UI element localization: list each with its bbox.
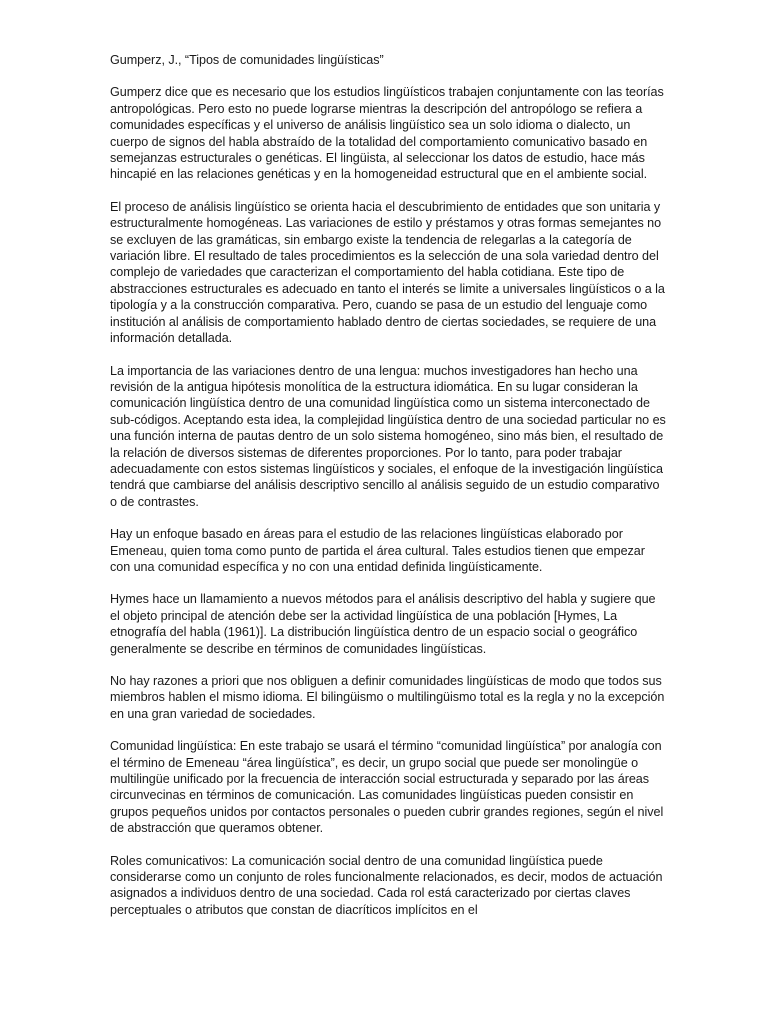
paragraph-speech-community: Comunidad lingüística: En este trabajo se usará el término “comunidad lingüística” por analogía con el término de Emeneau “área lingüística”, es decir, un grupo social que puede ser monolingüe o multilingüe unificado por la frecuencia de interacción social estructurada y separado por las áreas circunvecinas en términos de comunicación. Las comunidades lingüísticas pueden consistir en grupos pequeños unidos por contactos personales o pueden cubrir grandes regiones, según el nivel de abstracción que queramos obtener. bbox=[110, 739, 664, 836]
paragraph-communicative-roles: Roles comunicativos: La comunicación social dentro de una comunidad lingüística puede considerarse como un conjunto de roles funcionalmente relacionados, es decir, modos de actuación asignados a individuos dentro de una sociedad. Cada rol está caracterizado por ciertas claves perceptuales o atributos que constan de diacríticos implícitos en el bbox=[110, 853, 663, 917]
paragraph-variations: La importancia de las variaciones dentro de una lengua: muchos investigadores han hecho una revisión de la antigua hipótesis monolítica de la estructura idiomática. En su lugar consideran la comunicación lingüística dentro de una comunidad lingüística como un sistema interconectado de sub-códigos. Aceptando esta idea, la complejidad lingüística dentro de una sociedad particular no es una función interna de pautas dentro de un solo sistema homogéneo, sino más bien, el resultado de la relación de diversos sistemas de diferentes proporciones. Por lo tanto, para poder trabajar adecuadamente con estos sistemas lingüísticos y sociales, el enfoque de la investigación lingüística tendrá que cambiarse del análisis descriptivo sencillo al análisis seguido de un estudio comparativo o de contrastes. bbox=[110, 363, 666, 509]
paragraph-intro: Gumperz dice que es necesario que los estudios lingüísticos trabajen conjuntamente con las teorías antropológicas. Pero esto no puede lograrse mientras la descripción del antropólogo se refiera a comunidades específicas y el universo de análisis lingüístico sea un solo idioma o dialecto, un cuerpo de signos del habla abstraído de la totalidad del comportamiento comunicativo basado en semejanzas estructurales o genéticas. El lingüista, al seleccionar los datos de estudio, hace más hincapié en las relaciones genéticas y en la homogeneidad estructural que en el ambiente social. bbox=[110, 85, 664, 182]
paragraph-areal-approach: Hay un enfoque basado en áreas para el estudio de las relaciones lingüísticas elaborado por Emeneau, quien toma como punto de partida el área cultural. Tales estudios tienen que empezar con una comunidad específica y no con una entidad definida lingüísticamente. bbox=[110, 527, 645, 574]
paragraph-multilingualism: No hay razones a priori que nos obliguen a definir comunidades lingüísticas de modo que todos sus miembros hablen el mismo idioma. El bilingüismo o multilingüismo total es la regla y no la excepción en una gran variedad de sociedades. bbox=[110, 674, 665, 721]
paragraph-analysis-process: El proceso de análisis lingüístico se orienta hacia el descubrimiento de entidades que son unitaria y estructuralmente homogéneas. Las variaciones de estilo y préstamos y otras formas semejantes no se excluyen de las gramáticas, sin embargo existe la tendencia de relegarlas a la categoría de variación libre. El resultado de tales procedimientos es la selección de una sola variedad dentro del complejo de variedades que caracterizan el comportamiento del habla cotidiana. Este tipo de abstracciones estructurales es adecuado en tanto el interés se limite a universales lingüísticos o a la tipología y a la construcción comparativa. Pero, cuando se pasa de un estudio del lenguaje como institución al análisis de comportamiento hablado dentro de ciertas sociedades, se requiere de una información detallada. bbox=[110, 199, 665, 346]
document-title: Gumperz, J., “Tipos de comunidades lingüísticas” bbox=[110, 53, 384, 67]
paragraph-hymes: Hymes hace un llamamiento a nuevos métodos para el análisis descriptivo del habla y sugiere que el objeto principal de atención debe ser la actividad lingüística de una población [Hymes, La etnografía del habla (1961)]. La distribución lingüística dentro de un espacio social o geográfico generalmente se describe en términos de comunidades lingüísticas. bbox=[110, 592, 656, 656]
